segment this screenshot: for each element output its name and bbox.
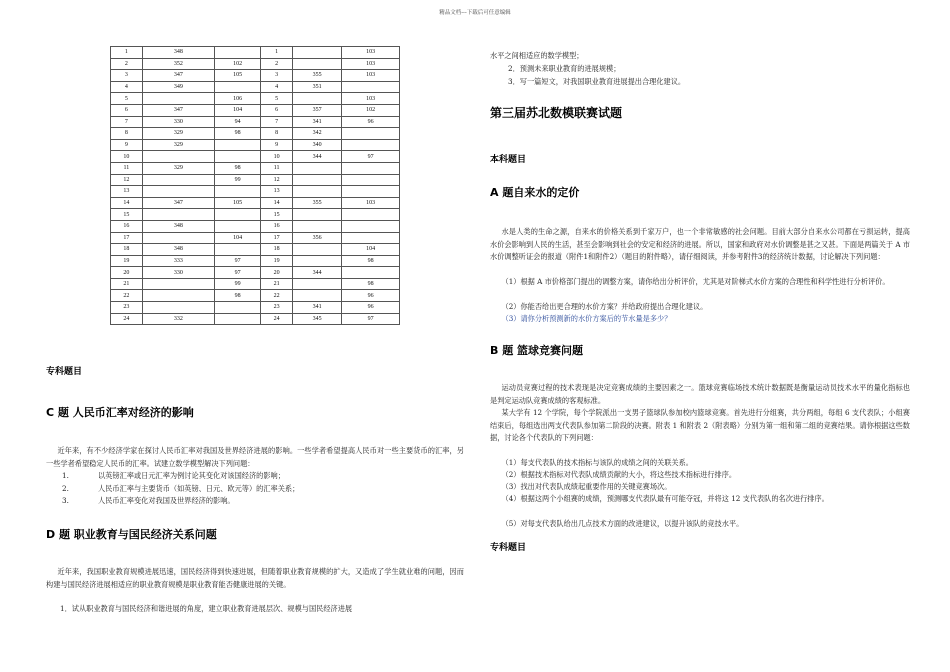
- table-cell: 105: [215, 197, 261, 209]
- table-row: [111, 278, 400, 290]
- table-cell: 341: [293, 302, 342, 314]
- table-cell: [293, 209, 342, 221]
- table-row: [111, 70, 400, 82]
- table-cell: [342, 232, 400, 244]
- table-row: [111, 267, 400, 279]
- table-cell: [342, 220, 400, 232]
- table-cell: 22: [261, 290, 293, 302]
- table-cell: 2: [111, 58, 143, 70]
- table-cell: 344: [293, 151, 342, 163]
- table-cell: 98: [215, 162, 261, 174]
- table-cell: 96: [342, 302, 400, 314]
- table-cell: 6: [261, 104, 293, 116]
- table-cell: 103: [342, 93, 400, 105]
- c-list-item: 1. 以英镑汇率或日元汇率为例讨论其变化对该国经济的影响；: [62, 471, 285, 480]
- table-row: [111, 209, 400, 221]
- table-cell: 347: [142, 104, 214, 116]
- table-cell: 14: [111, 197, 143, 209]
- table-cell: [215, 313, 261, 325]
- table-cell: 18: [111, 244, 143, 256]
- table-cell: 102: [215, 58, 261, 70]
- table-cell: [215, 244, 261, 256]
- table-cell: [142, 209, 214, 221]
- table-cell: [215, 220, 261, 232]
- problem-a-question-1: （1）根据 A 市价格部门提出的调整方案，请你给出分析评价，尤其是对阶梯式水价方案的合理性和科学性进行分析评价。: [501, 277, 890, 286]
- table-cell: 99: [215, 174, 261, 186]
- table-cell: 329: [142, 162, 214, 174]
- table-row: [111, 255, 400, 267]
- table-cell: 105: [215, 70, 261, 82]
- table-cell: [142, 93, 214, 105]
- table-cell: [142, 290, 214, 302]
- table-cell: [142, 186, 214, 198]
- table-cell: 97: [215, 255, 261, 267]
- table-cell: [293, 220, 342, 232]
- problem-a-question-2: （2）你能否给出更合理的水价方案？并给政府提出合理化建议。: [501, 302, 708, 311]
- table-cell: [142, 278, 214, 290]
- table-cell: [215, 209, 261, 221]
- table-cell: 7: [111, 116, 143, 128]
- table-cell: 330: [142, 116, 214, 128]
- table-cell: 21: [111, 278, 143, 290]
- table-cell: 18: [261, 244, 293, 256]
- table-cell: 352: [142, 58, 214, 70]
- table-cell: 330: [142, 267, 214, 279]
- table-cell: 341: [293, 116, 342, 128]
- table-cell: [215, 81, 261, 93]
- table-cell: 98: [342, 278, 400, 290]
- table-cell: 102: [342, 104, 400, 116]
- problem-b-question-4: （4）根据这两个小组赛的成绩，预测哪支代表队最有可能夺冠，并将这 12 支代表队的名次进行排序。: [501, 494, 829, 503]
- table-row: [111, 197, 400, 209]
- table-cell: 106: [215, 93, 261, 105]
- table-cell: [215, 302, 261, 314]
- table-cell: 103: [342, 47, 400, 59]
- problem-b-question-3: （3）找出对代表队成绩起重要作用的关键竞赛场次。: [501, 482, 672, 491]
- table-cell: 23: [111, 302, 143, 314]
- table-cell: 4: [111, 81, 143, 93]
- table-cell: 19: [111, 255, 143, 267]
- table-cell: 355: [293, 70, 342, 82]
- table-cell: [215, 151, 261, 163]
- problem-d-item-1: 1．试从职业教育与国民经济和谐进展的角度，建立职业教育进展层次、规模与国民经济进展: [60, 604, 353, 613]
- table-cell: [342, 162, 400, 174]
- table-cell: 15: [111, 209, 143, 221]
- table-cell: 344: [293, 267, 342, 279]
- table-cell: 98: [342, 255, 400, 267]
- table-row: [111, 313, 400, 325]
- table-cell: 15: [261, 209, 293, 221]
- table-cell: [293, 290, 342, 302]
- table-row: [111, 174, 400, 186]
- table-cell: 17: [111, 232, 143, 244]
- table-cell: 103: [342, 58, 400, 70]
- table-cell: 1: [261, 47, 293, 59]
- problem-b-paragraph-2: 某大学有 12 个学院，每个学院派出一支男子篮球队参加校内篮球竞赛。首先进行分组赛，共分两组，每组 6 支代表队；小组赛结束后，每组选出两支代表队参加第二阶段的决赛。附表 1 和附表 2（附表略）分别为第一组和第二组的竞赛结果。请你根据这些数据，讨论各个代表队的下列问题：: [490, 408, 910, 442]
- table-cell: 19: [261, 255, 293, 267]
- zhuanke-heading: 专科题目: [46, 367, 83, 377]
- table-cell: 97: [342, 313, 400, 325]
- problem-c-list: [62, 470, 462, 508]
- table-cell: [293, 162, 342, 174]
- table-cell: 351: [293, 81, 342, 93]
- c-list-item: 3. 人民币汇率变化对我国及世界经济的影响。: [62, 496, 235, 505]
- table-cell: [215, 186, 261, 198]
- table-cell: 22: [111, 290, 143, 302]
- table-cell: 103: [342, 70, 400, 82]
- table-cell: [293, 244, 342, 256]
- table-cell: 11: [111, 162, 143, 174]
- problem-b-question-1: （1）每支代表队的技术指标与该队的成绩之间的关联关系。: [501, 458, 693, 467]
- table-cell: 1: [111, 47, 143, 59]
- table-cell: [142, 302, 214, 314]
- table-cell: 5: [261, 93, 293, 105]
- table-cell: 21: [261, 278, 293, 290]
- table-cell: 24: [111, 313, 143, 325]
- problem-a-paragraph: 水是人类的生命之源，自来水的价格关系到千家万户，也一个非常敏感的社会问题。目前大部分自来水公司都在亏损运转，提高水价会影响到人民的生活，甚至会影响到社会的安定和经济的进展。所以，国家和政府对水价调整是甚之又甚。下面是两篇关于 A 市水价调整听证会的报道（附件1和附件2）（题目的附件略），请仔细阅读，并参考附件3的经济统计数据，讨论解决下列问题：: [490, 227, 910, 261]
- table-row: [111, 220, 400, 232]
- table-row: [111, 128, 400, 140]
- table-cell: 16: [261, 220, 293, 232]
- table-cell: 329: [142, 139, 214, 151]
- table-cell: [293, 255, 342, 267]
- problem-d-paragraph: 近年来，我国职业教育规模进展迅速，国民经济得到快速进展，但随着职业教育规模的扩大，又造成了学生就业难的问题，因而构建与国民经济进展相适应的职业教育规模是职业教育能否健康进展的关键。: [46, 567, 464, 589]
- data-table: [110, 46, 400, 325]
- table-cell: [293, 47, 342, 59]
- table-cell: 99: [215, 278, 261, 290]
- table-row: [111, 244, 400, 256]
- table-cell: 6: [111, 104, 143, 116]
- table-cell: [342, 209, 400, 221]
- table-cell: 5: [111, 93, 143, 105]
- table-cell: 12: [111, 174, 143, 186]
- problem-d-title: D 题 职业教育与国民经济关系问题: [46, 528, 217, 541]
- table-cell: [142, 151, 214, 163]
- table-row: [111, 302, 400, 314]
- table-cell: [342, 267, 400, 279]
- table-cell: 103: [342, 197, 400, 209]
- table-cell: 96: [342, 116, 400, 128]
- table-cell: [342, 174, 400, 186]
- table-cell: [293, 174, 342, 186]
- table-cell: 104: [215, 104, 261, 116]
- table-cell: 357: [293, 104, 342, 116]
- problem-a-question-3: （3）请你分析预测新的水价方案后的节水量是多少？: [501, 314, 672, 323]
- table-cell: 348: [142, 47, 214, 59]
- table-row: [111, 139, 400, 151]
- problem-b-paragraph-1: 运动员竞赛过程的技术表现是决定竞赛成绩的主要因素之一。篮球竞赛临场技术统计数据既是衡量运动员技术水平的量化指标也是判定运动队竞赛成绩的客观标准。: [490, 383, 910, 405]
- table-cell: 342: [293, 128, 342, 140]
- table-cell: [293, 278, 342, 290]
- table-cell: 4: [261, 81, 293, 93]
- table-cell: 348: [142, 220, 214, 232]
- table-cell: [293, 58, 342, 70]
- problem-b-question-5: （5）对每支代表队给出几点技术方面的改进建议，以提升该队的竞技水平。: [501, 519, 744, 528]
- table-row: [111, 47, 400, 59]
- table-row: [111, 81, 400, 93]
- table-cell: 356: [293, 232, 342, 244]
- table-row: [111, 104, 400, 116]
- d-item-3: 3．写一篇短文，对我国职业教育进展提出合理化建议。: [508, 77, 686, 86]
- problem-b-question-2: （2）根据技术指标对代表队成绩贡献的大小，将这些技术指标进行排序。: [501, 470, 737, 479]
- table-cell: 104: [215, 232, 261, 244]
- table-cell: 3: [111, 70, 143, 82]
- table-cell: 9: [111, 139, 143, 151]
- zhuanke-heading-2: 专科题目: [490, 543, 527, 553]
- table-cell: [342, 81, 400, 93]
- table-cell: [142, 232, 214, 244]
- table-cell: 348: [142, 244, 214, 256]
- table-cell: 98: [215, 128, 261, 140]
- table-cell: 17: [261, 232, 293, 244]
- table-row: [111, 162, 400, 174]
- table-cell: 14: [261, 197, 293, 209]
- table-cell: 355: [293, 197, 342, 209]
- table-cell: 8: [261, 128, 293, 140]
- table-row: [111, 151, 400, 163]
- table-cell: 9: [261, 139, 293, 151]
- table-cell: 13: [111, 186, 143, 198]
- table-cell: 12: [261, 174, 293, 186]
- problem-c-title: C 题 人民币汇率对经济的影响: [46, 406, 194, 419]
- table-cell: 7: [261, 116, 293, 128]
- table-cell: 94: [215, 116, 261, 128]
- d-continuation: 水平之间相适应的数学模型；: [490, 51, 584, 60]
- table-row: [111, 116, 400, 128]
- table-row: [111, 93, 400, 105]
- table-cell: 20: [261, 267, 293, 279]
- table-cell: 340: [293, 139, 342, 151]
- table-row: [111, 58, 400, 70]
- table-cell: 104: [342, 244, 400, 256]
- table-cell: [342, 128, 400, 140]
- table-cell: 329: [142, 128, 214, 140]
- table-cell: 97: [215, 267, 261, 279]
- table-cell: 349: [142, 81, 214, 93]
- table-cell: [142, 174, 214, 186]
- table-cell: [293, 186, 342, 198]
- table-row: [111, 290, 400, 302]
- table-cell: 16: [111, 220, 143, 232]
- table-cell: 98: [215, 290, 261, 302]
- table-cell: 3: [261, 70, 293, 82]
- contest-title: 第三届苏北数模联赛试题: [490, 106, 623, 120]
- problem-b-title: B 题 篮球竞赛问题: [490, 344, 584, 357]
- table-cell: 97: [342, 151, 400, 163]
- table-cell: [215, 139, 261, 151]
- table-cell: 20: [111, 267, 143, 279]
- table-cell: 347: [142, 197, 214, 209]
- c-list-item: 2. 人民币汇率与主要货币（如英镑、日元、欧元等）的汇率关系；: [62, 483, 300, 493]
- table-cell: [293, 93, 342, 105]
- table-cell: 347: [142, 70, 214, 82]
- table-cell: 10: [111, 151, 143, 163]
- table-cell: 23: [261, 302, 293, 314]
- table-cell: 13: [261, 186, 293, 198]
- table-cell: 96: [342, 290, 400, 302]
- table-row: [111, 186, 400, 198]
- problem-c-paragraph: 近年来，有不少经济学家在探讨人民币汇率对我国及世界经济进展的影响。一些学者希望提高人民币对一些主要货币的汇率，另一些学者希望稳定人民币的汇率。试建立数学模型解决下列问题：: [46, 446, 464, 468]
- table-cell: [342, 186, 400, 198]
- problem-a-title: A 题自来水的定价: [490, 186, 580, 199]
- table-cell: 10: [261, 151, 293, 163]
- table-cell: 333: [142, 255, 214, 267]
- table-cell: 332: [142, 313, 214, 325]
- table-cell: 24: [261, 313, 293, 325]
- benke-heading: 本科题目: [490, 155, 527, 165]
- table-cell: 11: [261, 162, 293, 174]
- d-item-2: 2．预测未来职业教育的进展规模；: [508, 64, 621, 73]
- table-cell: [342, 139, 400, 151]
- table-row: [111, 232, 400, 244]
- table-cell: [215, 47, 261, 59]
- page-header: 精品文档---下载后可任意编辑: [439, 10, 511, 16]
- table-cell: 345: [293, 313, 342, 325]
- table-cell: 8: [111, 128, 143, 140]
- table-cell: 2: [261, 58, 293, 70]
